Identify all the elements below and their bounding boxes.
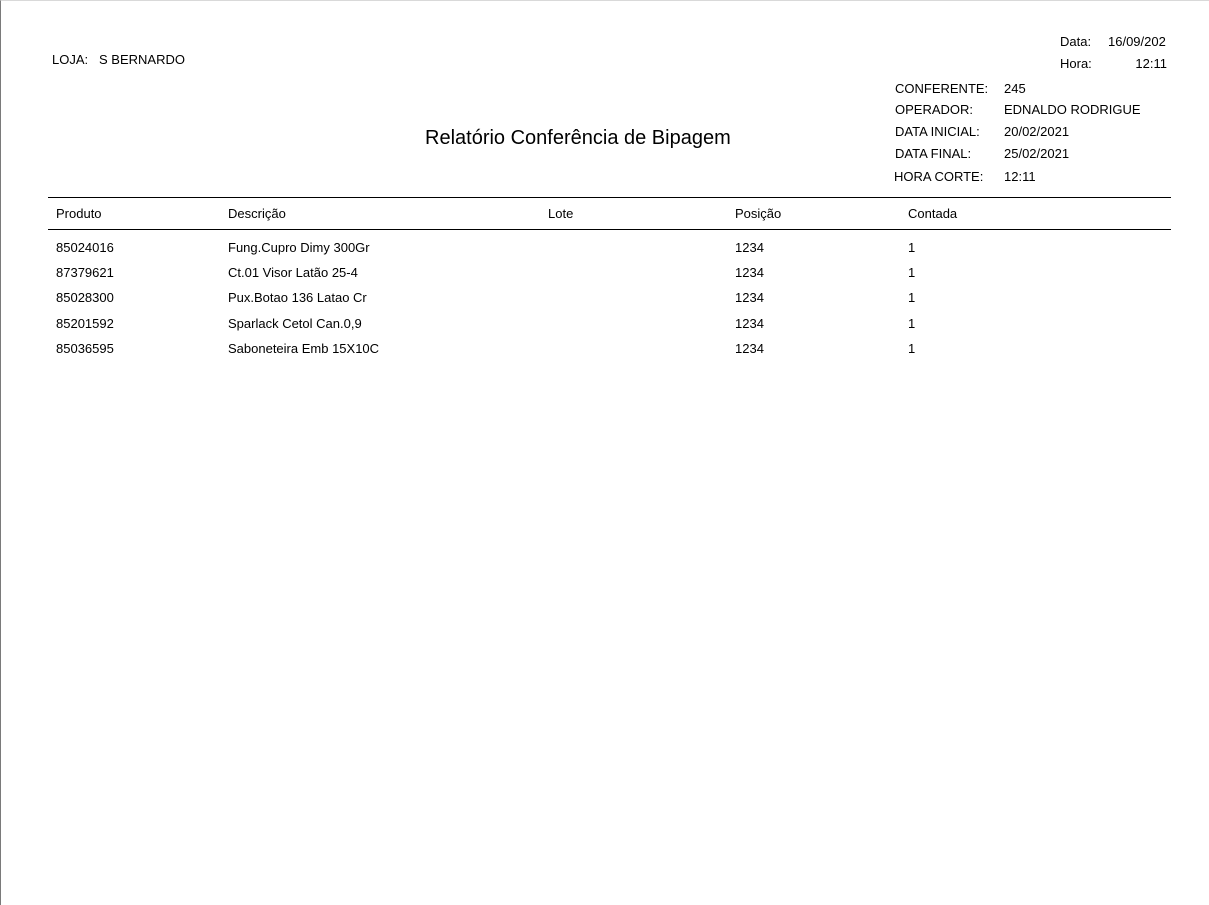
column-header-descricao: Descrição <box>228 206 286 221</box>
cell-contada: 1 <box>908 290 916 305</box>
time-label: Hora: <box>1060 56 1092 71</box>
column-header-lote: Lote <box>548 206 574 221</box>
cell-produto: 85201592 <box>56 316 114 331</box>
data-inicial-label: DATA INICIAL: <box>895 124 980 139</box>
cell-produto: 85024016 <box>56 240 114 255</box>
cell-descricao: Pux.Botao 136 Latao Cr <box>228 290 367 305</box>
data-inicial-value: 20/02/2021 <box>1004 124 1070 139</box>
date-value: 16/09/202 <box>1108 34 1166 49</box>
cell-produto: 85036595 <box>56 341 114 356</box>
cell-descricao: Fung.Cupro Dimy 300Gr <box>228 240 370 255</box>
cell-descricao: Ct.01 Visor Latão 25-4 <box>228 265 358 280</box>
conferente-label: CONFERENTE: <box>895 81 989 96</box>
cell-contada: 1 <box>908 240 916 255</box>
cell-posicao: 1234 <box>735 240 764 255</box>
table-header-bottom-rule <box>48 229 1171 230</box>
cell-contada: 1 <box>908 316 916 331</box>
operador-label: OPERADOR: <box>895 102 974 117</box>
cell-contada: 1 <box>908 265 916 280</box>
cell-contada: 1 <box>908 341 916 356</box>
cell-produto: 85028300 <box>56 290 114 305</box>
time-value: 12:11 <box>1135 56 1167 71</box>
report-title: Relatório Conferência de Bipagem <box>425 127 731 149</box>
hora-corte-label: HORA CORTE: <box>894 169 984 184</box>
conferente-value: 245 <box>1004 81 1026 96</box>
cell-produto: 87379621 <box>56 265 114 280</box>
store-label: LOJA: <box>52 52 89 67</box>
hora-corte-value: 12:11 <box>1004 169 1036 184</box>
date-label: Data: <box>1060 34 1092 49</box>
column-header-produto: Produto <box>56 206 102 221</box>
data-final-value: 25/02/2021 <box>1004 146 1070 161</box>
table-header-top-rule <box>48 197 1171 198</box>
store-value: S BERNARDO <box>99 52 185 67</box>
column-header-contada: Contada <box>908 206 958 221</box>
cell-posicao: 1234 <box>735 341 764 356</box>
data-final-label: DATA FINAL: <box>895 146 972 161</box>
cell-posicao: 1234 <box>735 290 764 305</box>
cell-descricao: Sparlack Cetol Can.0,9 <box>228 316 362 331</box>
cell-posicao: 1234 <box>735 265 764 280</box>
cell-posicao: 1234 <box>735 316 764 331</box>
column-header-posicao: Posição <box>735 206 782 221</box>
operador-value: EDNALDO RODRIGUE <box>1004 102 1141 117</box>
cell-descricao: Saboneteira Emb 15X10C <box>228 341 380 356</box>
